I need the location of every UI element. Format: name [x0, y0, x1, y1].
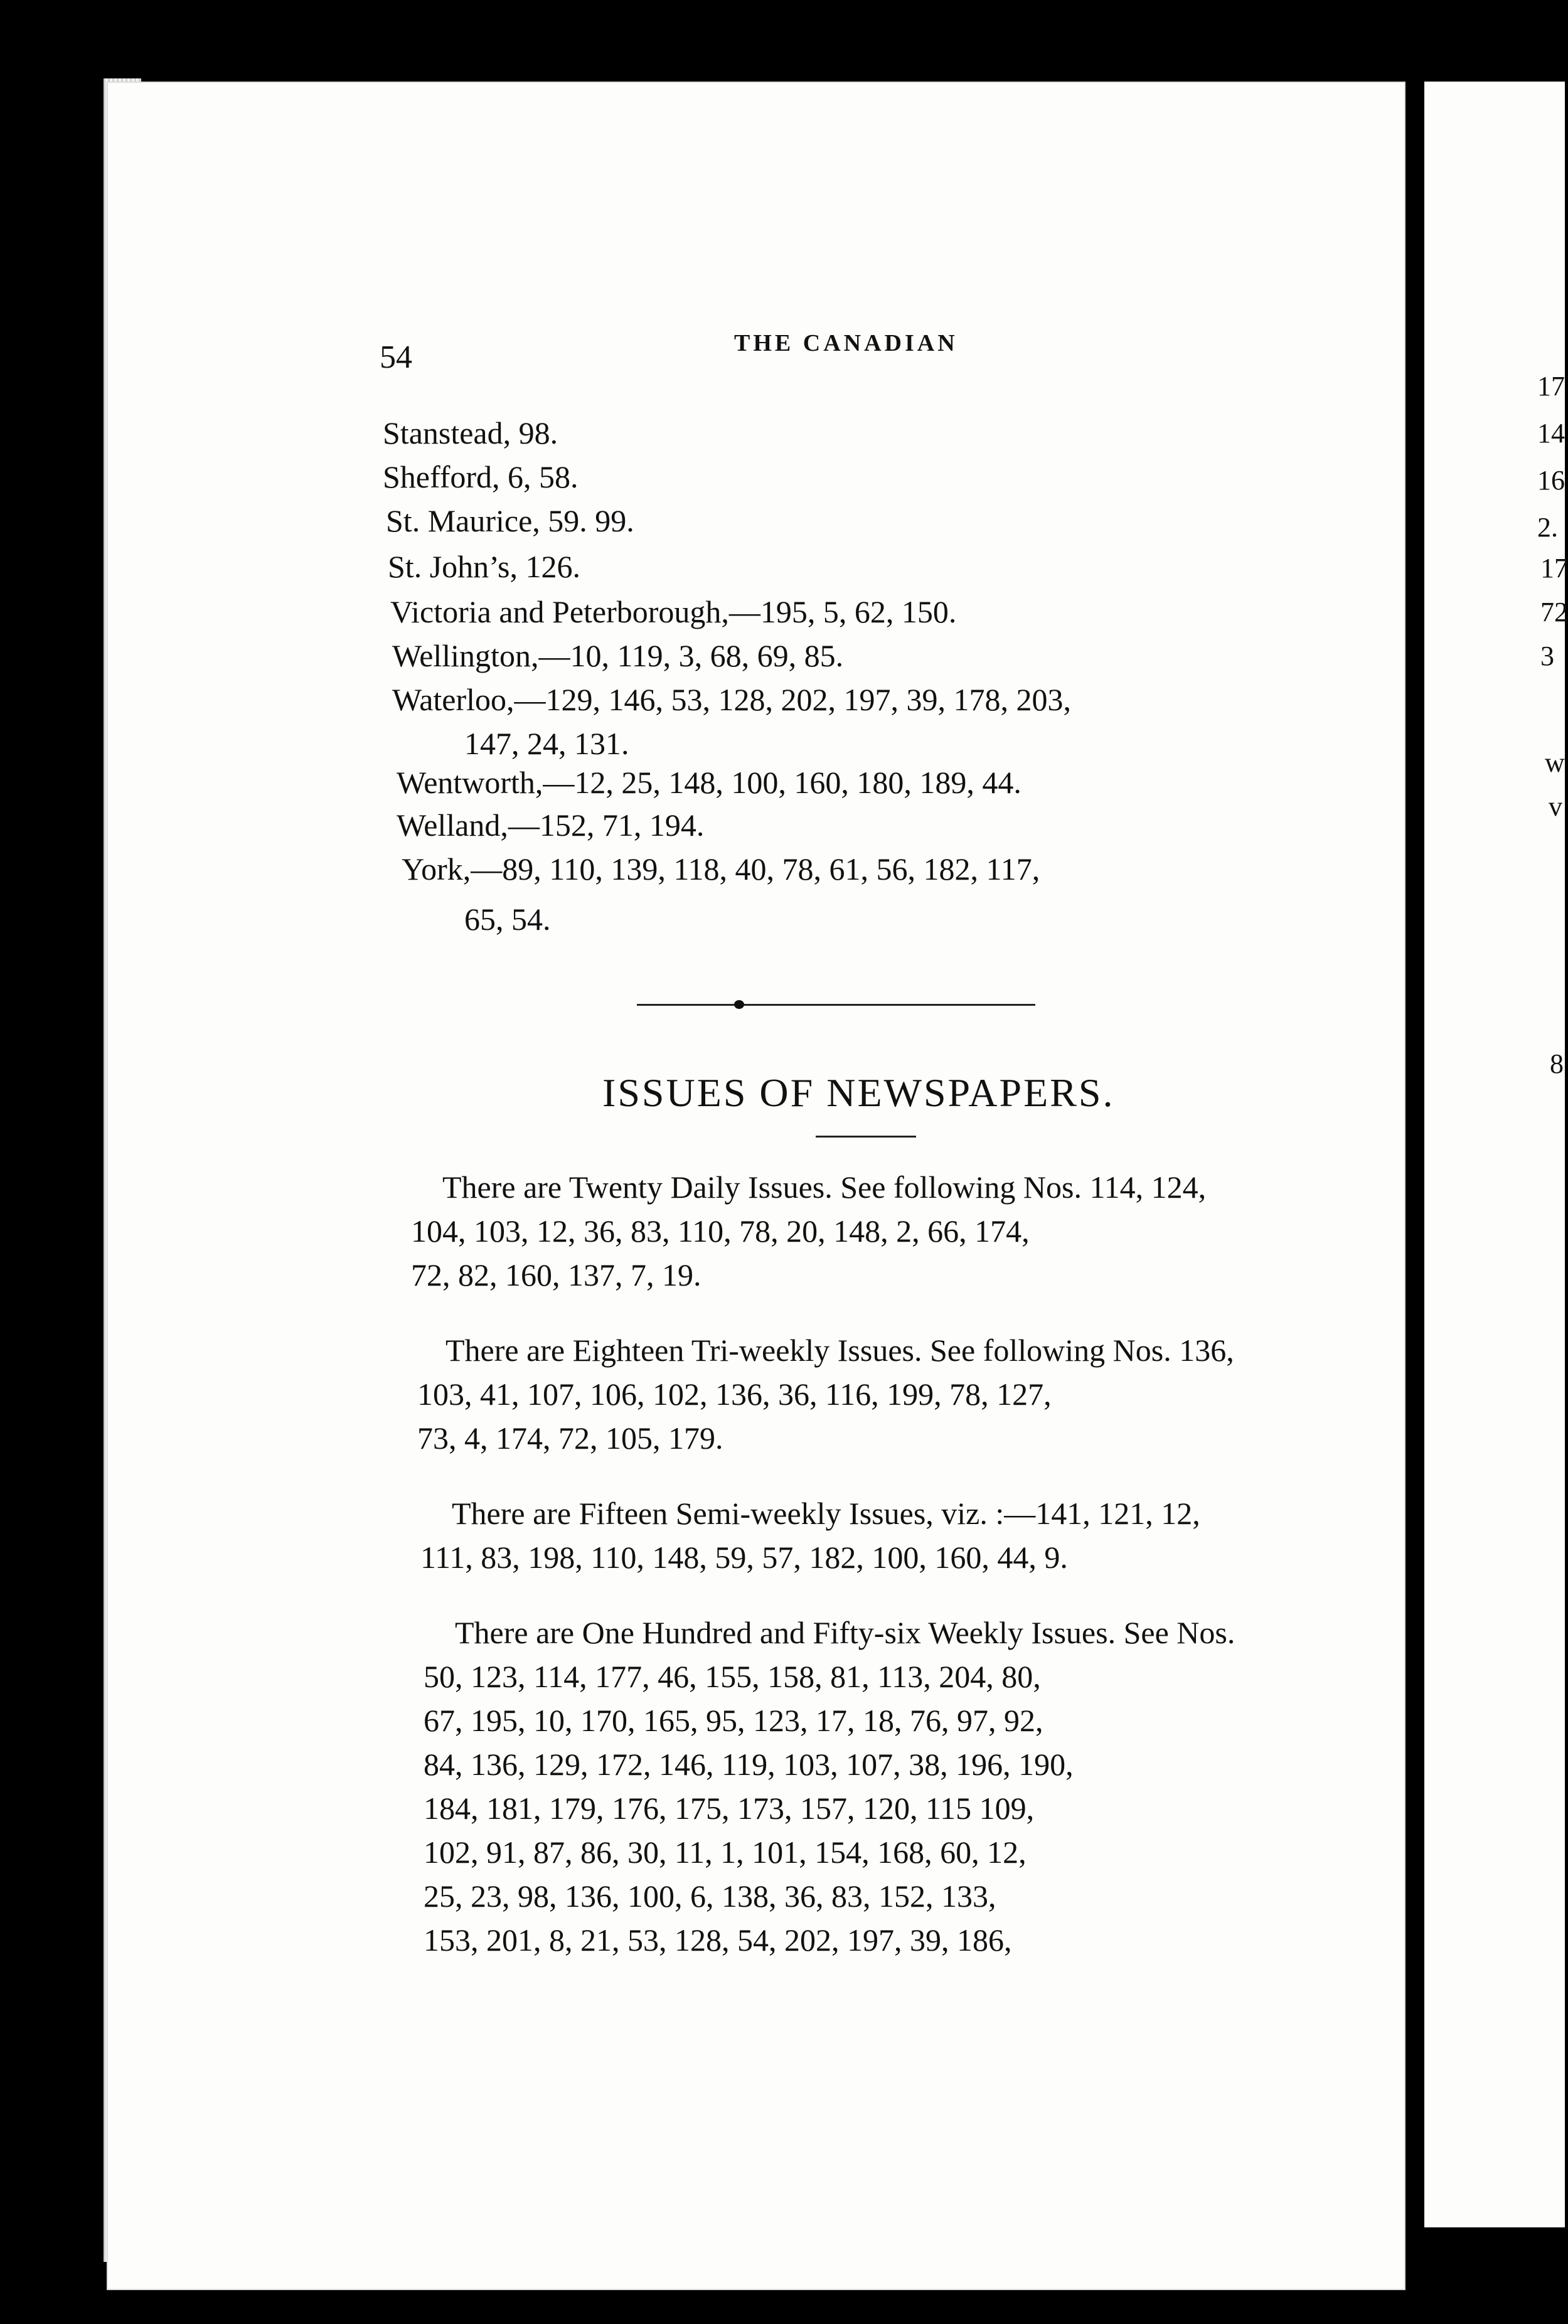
paragraph-line: 67, 195, 10, 170, 165, 95, 123, 17, 18, 76, 97, 92,	[424, 1703, 1043, 1738]
running-head: THE CANADIAN	[734, 330, 958, 356]
county-line: St. Maurice, 59. 99.	[386, 503, 634, 538]
facing-page-text: 72	[1540, 597, 1568, 627]
county-line: Stanstead, 98.	[383, 415, 558, 450]
county-line: 65, 54.	[464, 902, 551, 937]
paragraph-line: There are Fifteen Semi-weekly Issues, viz. :—141, 121, 12,	[452, 1496, 1200, 1531]
paragraph-line: 102, 91, 87, 86, 30, 11, 1, 101, 154, 168, 60, 12,	[424, 1835, 1027, 1870]
facing-page-text: w	[1545, 747, 1565, 778]
county-line: Wellington,—10, 119, 3, 68, 69, 85.	[392, 638, 844, 673]
county-line: Wentworth,—12, 25, 148, 100, 160, 180, 189, 44.	[397, 765, 1021, 800]
facing-page	[1424, 82, 1565, 2227]
paragraph-line: 103, 41, 107, 106, 102, 136, 36, 116, 199, 78, 127,	[417, 1377, 1052, 1412]
facing-page-text: 8	[1550, 1048, 1564, 1079]
facing-page-text: 3	[1540, 641, 1554, 671]
heading-underline	[816, 1136, 916, 1138]
facing-page-text: 17	[1540, 553, 1568, 584]
facing-page-text: 2.	[1537, 512, 1558, 543]
paragraph-line: There are One Hundred and Fifty-six Weekly Issues. See Nos.	[455, 1615, 1235, 1650]
county-line: Shefford, 6, 58.	[383, 459, 579, 494]
section-heading: ISSUES OF NEWSPAPERS.	[602, 1070, 1115, 1115]
county-line: Victoria and Peterborough,—195, 5, 62, 150.	[390, 594, 957, 629]
paragraph-line: 72, 82, 160, 137, 7, 19.	[411, 1257, 701, 1293]
county-line: St. John’s, 126.	[388, 549, 581, 584]
paragraph-line: 111, 83, 198, 110, 148, 59, 57, 182, 100, 160, 44, 9.	[420, 1540, 1068, 1575]
county-line: Waterloo,—129, 146, 53, 128, 202, 197, 39, 178, 203,	[392, 682, 1072, 717]
paragraph-line: 25, 23, 98, 136, 100, 6, 138, 36, 83, 152, 133,	[424, 1879, 996, 1914]
divider-dot	[734, 1000, 744, 1009]
paragraph-line: 184, 181, 179, 176, 175, 173, 157, 120, 115 109,	[424, 1791, 1035, 1826]
divider-rule	[637, 1004, 1035, 1006]
paragraph-line: 50, 123, 114, 177, 46, 155, 158, 81, 113, 204, 80,	[424, 1659, 1041, 1694]
paragraph-line: 84, 136, 129, 172, 146, 119, 103, 107, 38, 196, 190,	[424, 1747, 1074, 1782]
county-line: Welland,—152, 71, 194.	[397, 808, 705, 843]
county-line: 147, 24, 131.	[464, 726, 629, 761]
facing-page-text: v	[1549, 791, 1562, 822]
paragraph-line: 104, 103, 12, 36, 83, 110, 78, 20, 148, 2, 66, 174,	[411, 1213, 1030, 1249]
paragraph-line: 73, 4, 174, 72, 105, 179.	[417, 1421, 723, 1456]
paragraph-line: There are Twenty Daily Issues. See following Nos. 114, 124,	[442, 1170, 1207, 1205]
paragraph-line: There are Eighteen Tri-weekly Issues. See following Nos. 136,	[445, 1333, 1234, 1368]
facing-page-text: 14	[1537, 418, 1565, 449]
county-line: York,—89, 110, 139, 118, 40, 78, 61, 56, 182, 117,	[402, 851, 1040, 887]
page-number: 54	[380, 339, 412, 375]
facing-page-text: 16	[1537, 465, 1565, 496]
paragraph-line: 153, 201, 8, 21, 53, 128, 54, 202, 197, 39, 186,	[424, 1922, 1012, 1958]
facing-page-text: 17	[1537, 371, 1565, 402]
